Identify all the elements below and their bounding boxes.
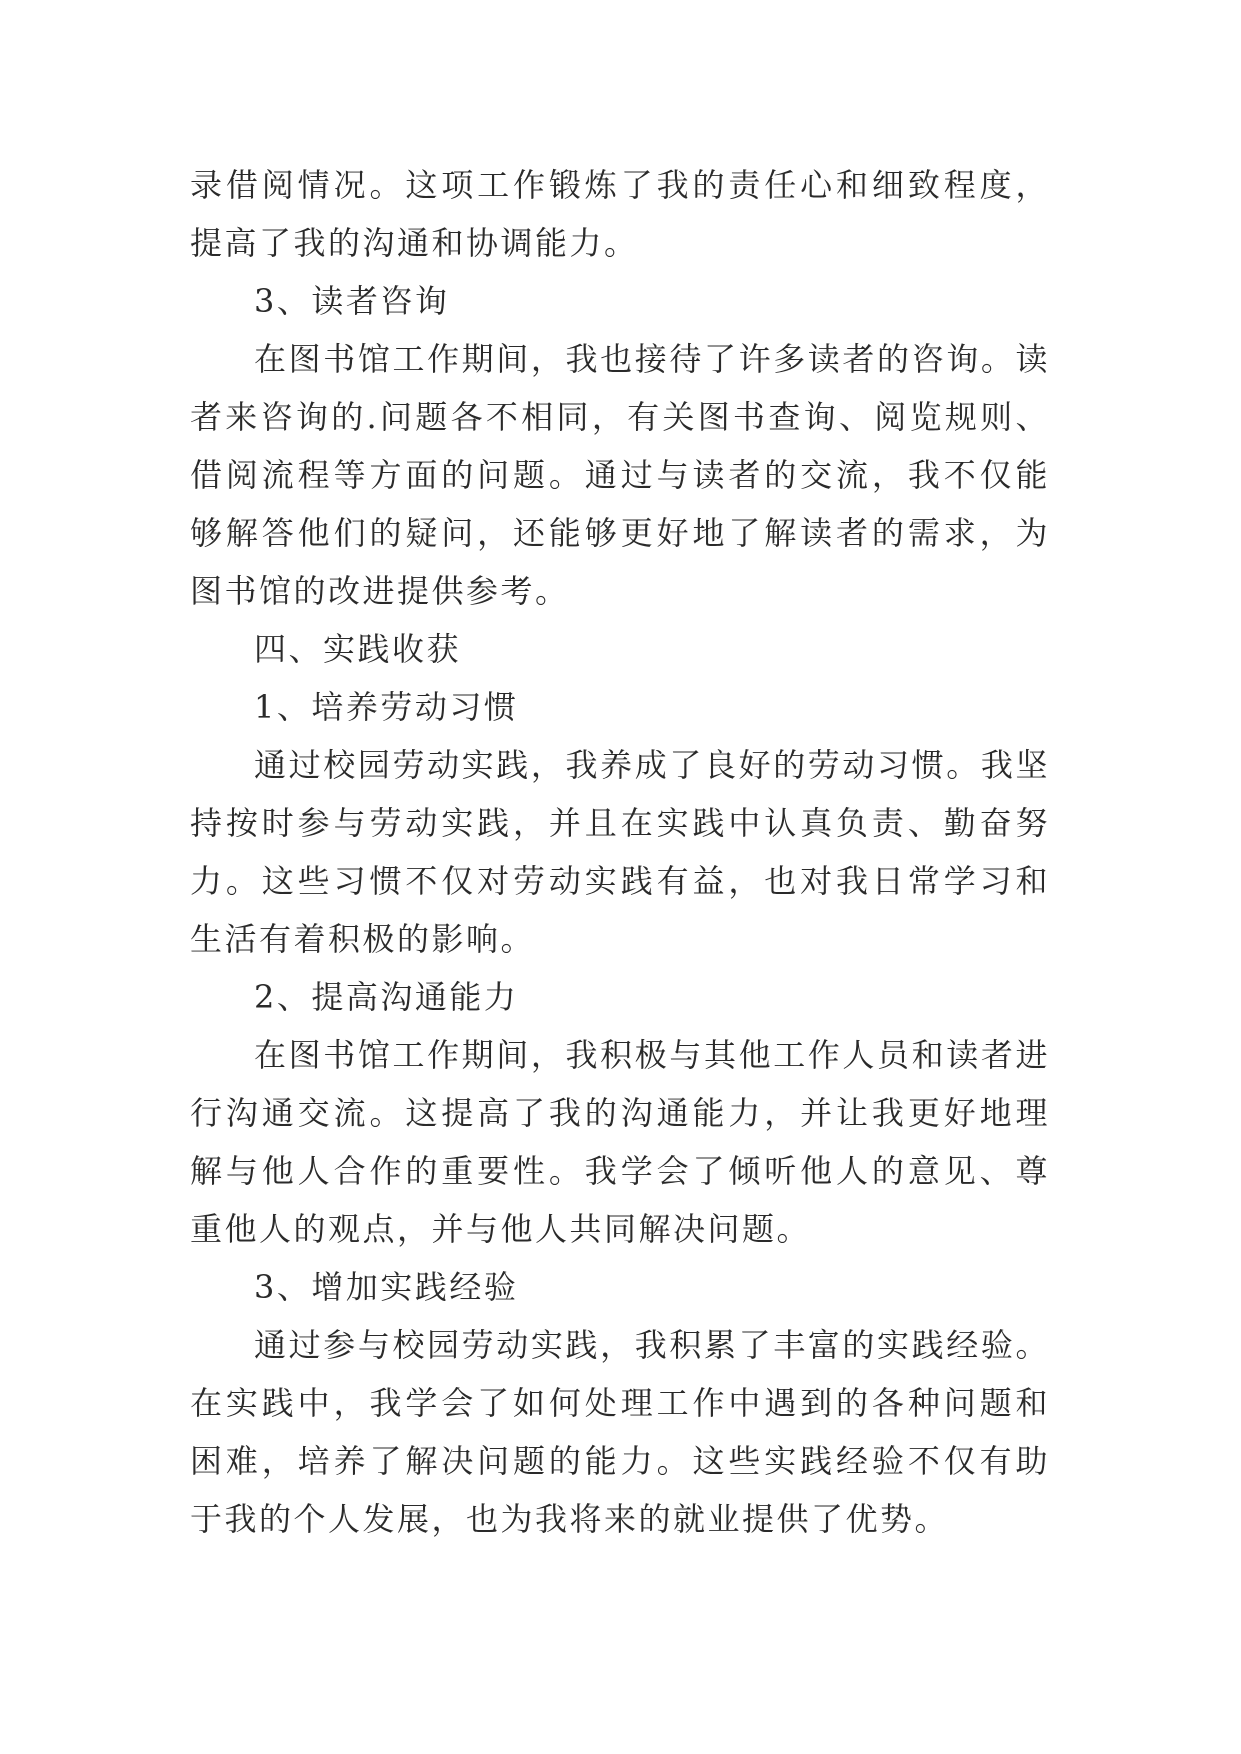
paragraph-experience: 通过参与校园劳动实践，我积累了丰富的实践经验。在实践中，我学会了如何处理工作中遇到的各种问题和困难，培养了解决问题的能力。这些实践经验不仅有助于我的个人发展，也为我将来的就业提供了优势。 — [190, 1326, 1050, 1538]
heading-practice-gains: 四、实践收获 — [254, 630, 462, 668]
paragraph-labor-habits: 通过校园劳动实践，我养成了良好的劳动习惯。我坚持按时参与劳动实践，并且在实践中认真负责、勤奋努力。这些习惯不仅对劳动实践有益，也对我日常学习和生活有着积极的影响。 — [190, 746, 1050, 958]
heading-reader-consultation: 3、读者咨询 — [254, 282, 450, 320]
paragraph-reader-consultation: 在图书馆工作期间，我也接待了许多读者的咨询。读者来咨询的.问题各不相同，有关图书查询、阅览规则、借阅流程等方面的问题。通过与读者的交流，我不仅能够解答他们的疑问，还能够更好地了解读者的需求，为图书馆的改进提供参考。 — [190, 340, 1050, 610]
document-body — [190, 156, 1050, 1548]
heading-labor-habits: 1、培养劳动习惯 — [254, 688, 519, 726]
paragraph-communication: 在图书馆工作期间，我积极与其他工作人员和读者进行沟通交流。这提高了我的沟通能力，并让我更好地理解与他人合作的重要性。我学会了倾听他人的意见、尊重他人的观点，并与他人共同解决问题。 — [190, 1036, 1050, 1248]
heading-communication: 2、提高沟通能力 — [254, 978, 519, 1016]
heading-experience: 3、增加实践经验 — [254, 1268, 519, 1306]
paragraph-continued: 录借阅情况。这项工作锻炼了我的责任心和细致程度，提高了我的沟通和协调能力。 — [190, 166, 1050, 262]
